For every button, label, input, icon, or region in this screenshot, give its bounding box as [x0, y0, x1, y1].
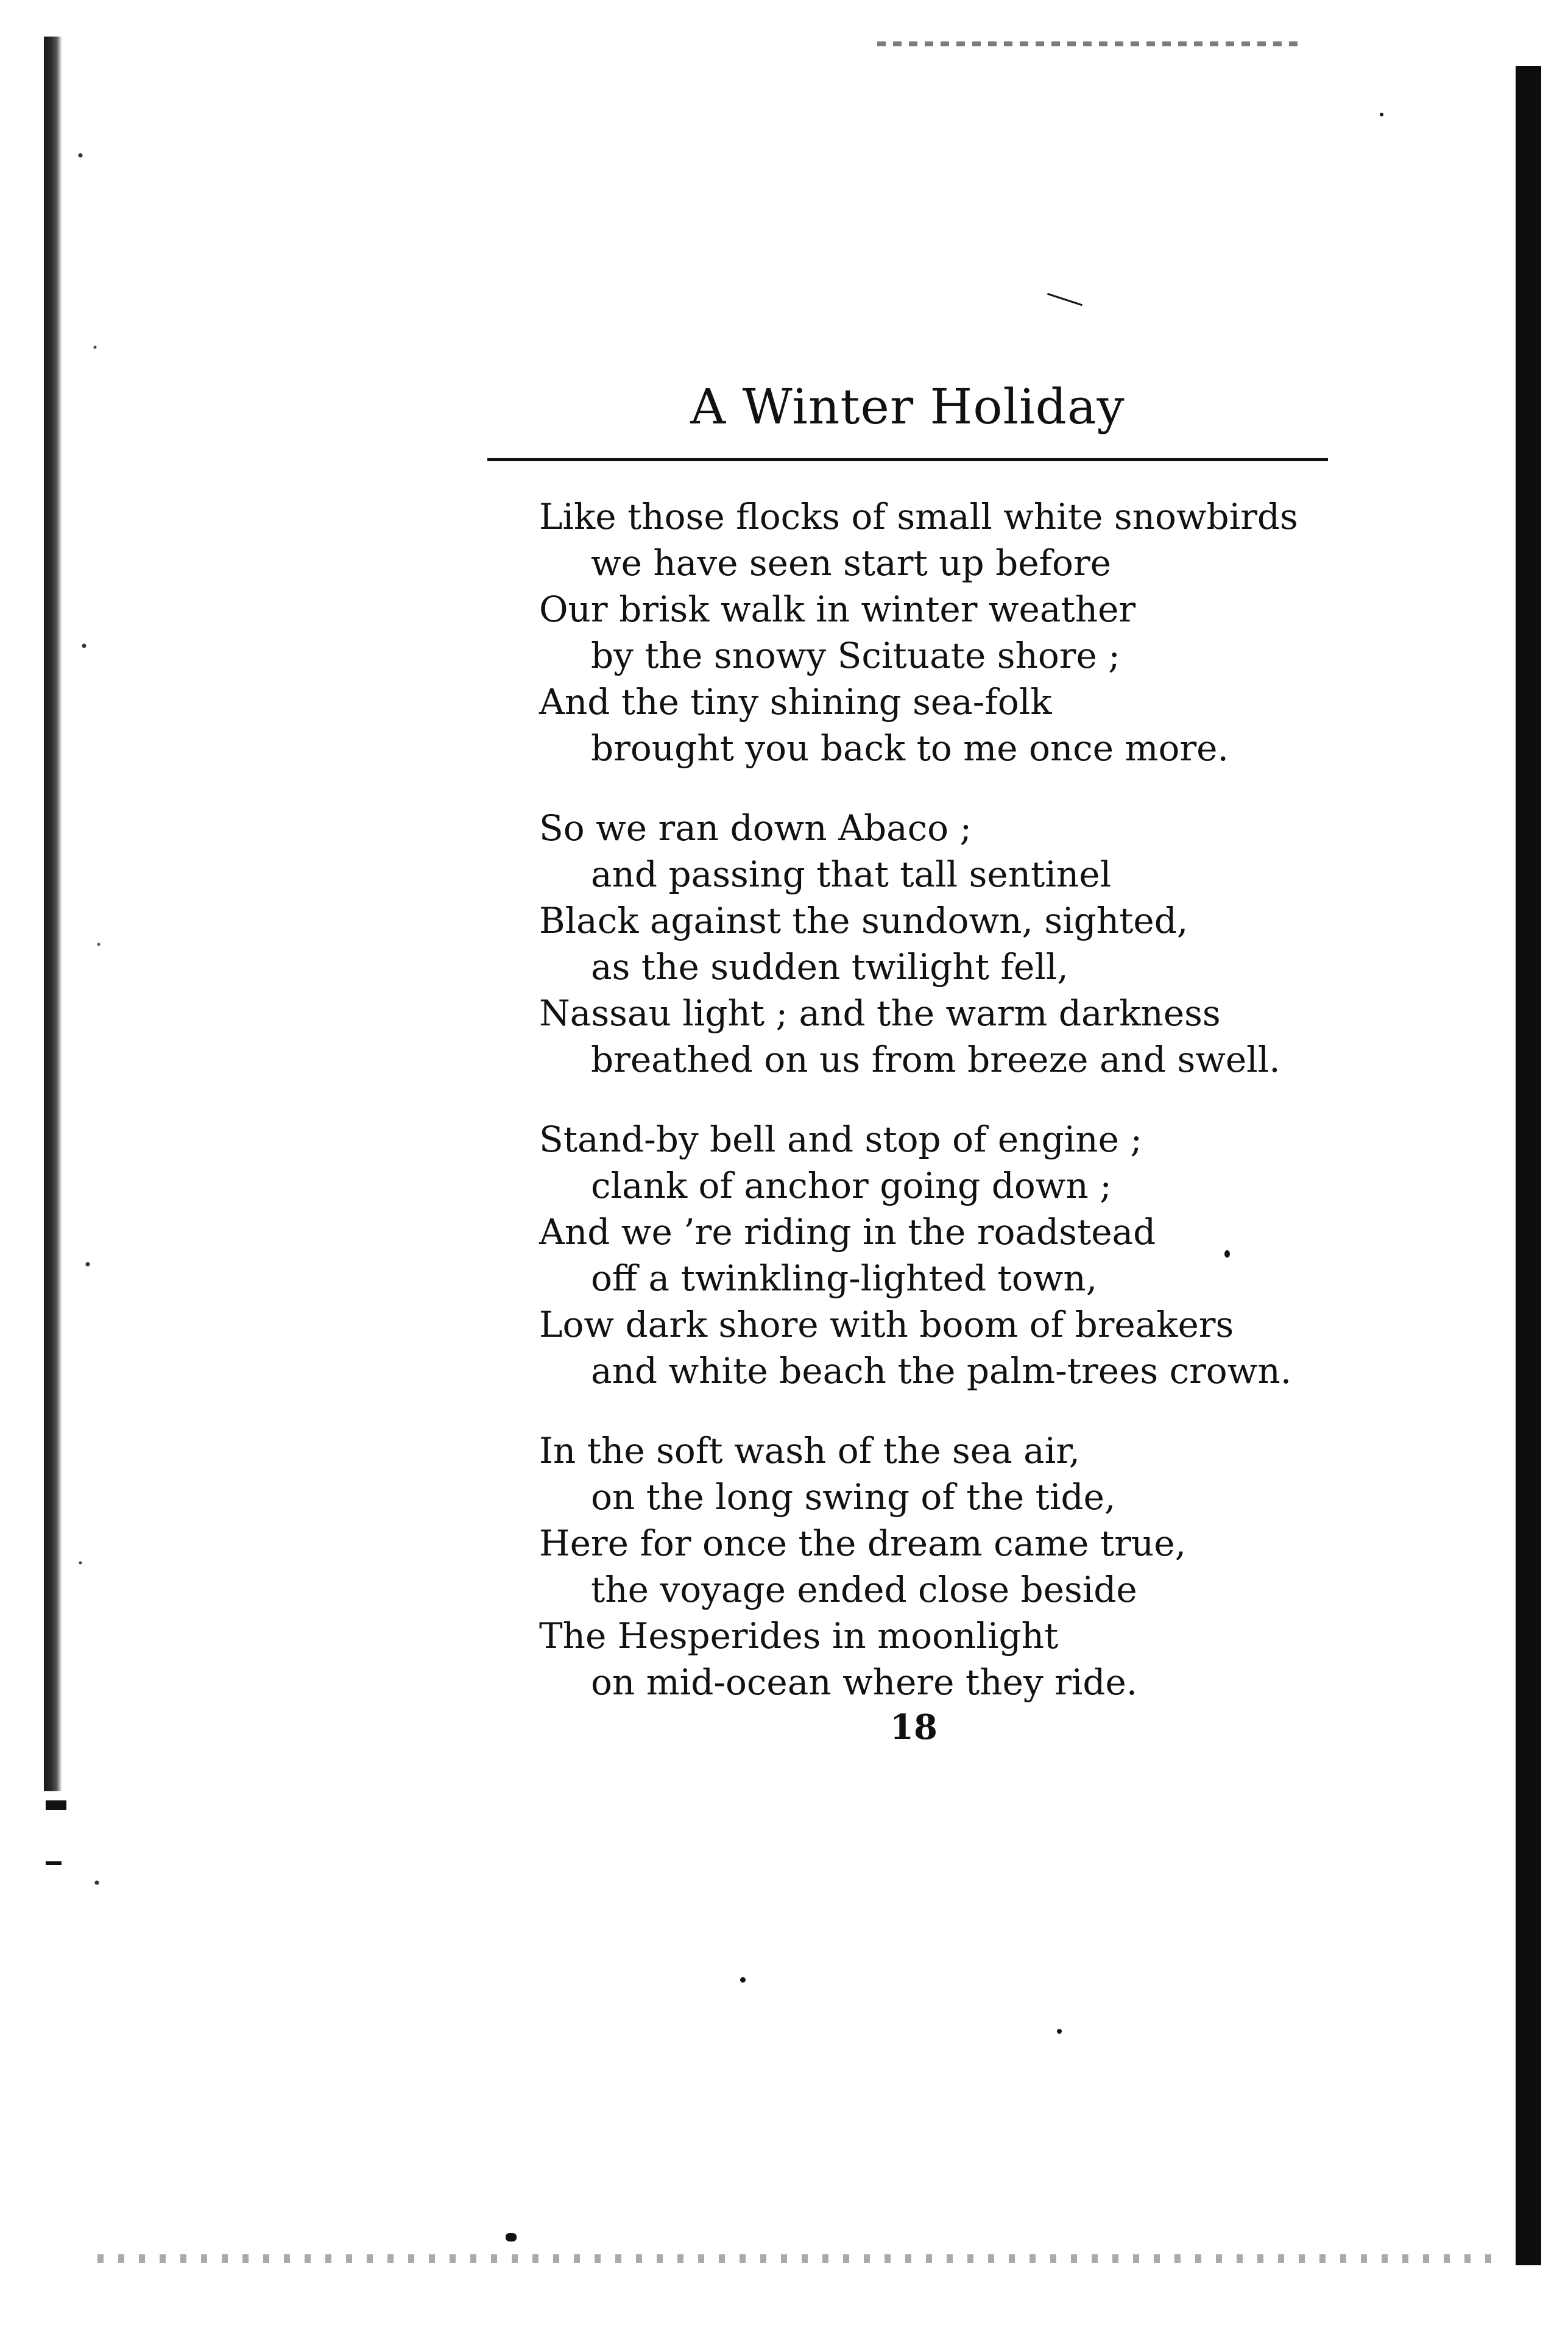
poem-line: Low dark shore with boom of breakers	[539, 1304, 1234, 1345]
poem-line: Our brisk walk in winter weather	[539, 589, 1136, 630]
scan-speck	[506, 2233, 517, 2242]
scan-right-edge-shadow	[1516, 66, 1541, 2265]
poem-title: A Winter Holiday	[690, 378, 1125, 435]
scan-speck	[46, 1800, 66, 1810]
poem-line: In the soft wash of the sea air,	[539, 1430, 1081, 1471]
poem-body	[539, 494, 1355, 1739]
stanza	[539, 805, 1355, 1083]
poem-line: Here for once the dream came true,	[539, 1523, 1187, 1564]
poem-line: Like those flocks of small white snowbirds	[539, 496, 1298, 537]
poem-line: on the long swing of the tide,	[591, 1476, 1116, 1518]
scan-speck	[740, 1977, 746, 1983]
poem-line: Stand-by bell and stop of engine ;	[539, 1119, 1142, 1160]
scan-top-edge-noise	[877, 41, 1304, 46]
poem-line: on mid-ocean where they ride.	[591, 1661, 1138, 1703]
scan-binding-shadow	[44, 37, 62, 1791]
scan-binding-speckle	[73, 49, 110, 2181]
poem-line: Nassau light ; and the warm darkness	[539, 993, 1221, 1034]
poem-line: And we ’re riding in the roadstead	[539, 1211, 1156, 1253]
scan-speck	[1380, 113, 1383, 116]
scan-speck	[1047, 293, 1082, 306]
stanza	[539, 1116, 1355, 1394]
title-rule	[487, 458, 1328, 461]
scan-speck	[46, 1861, 62, 1865]
stanza	[539, 1428, 1355, 1705]
poem-line: and passing that tall sentinel	[591, 854, 1112, 895]
poem-line: breathed on us from breeze and swell.	[591, 1039, 1280, 1080]
poem-line: as the sudden twilight fell,	[591, 946, 1068, 988]
poem-line: And the tiny shining sea-folk	[539, 681, 1052, 723]
scan-bottom-edge-noise	[97, 2254, 1499, 2263]
page-number: 18	[890, 1707, 938, 1747]
poem-line: off a twinkling-lighted town,	[591, 1258, 1098, 1299]
scan-speck	[1057, 2029, 1062, 2034]
poem-line: the voyage ended close beside	[591, 1569, 1137, 1610]
stanza	[539, 494, 1355, 771]
poem-line: So we ran down Abaco ;	[539, 807, 972, 849]
poem-line: Black against the sundown, sighted,	[539, 900, 1188, 941]
poem-line: by the snowy Scituate shore ;	[591, 635, 1120, 676]
poem-line: clank of anchor going down ;	[591, 1165, 1112, 1206]
poem-line: and white beach the palm-trees crown.	[591, 1350, 1292, 1392]
poem-line: The Hesperides in moonlight	[539, 1615, 1059, 1657]
poem-line: brought you back to me once more.	[591, 727, 1229, 769]
poem-line: we have seen start up before	[591, 542, 1111, 584]
